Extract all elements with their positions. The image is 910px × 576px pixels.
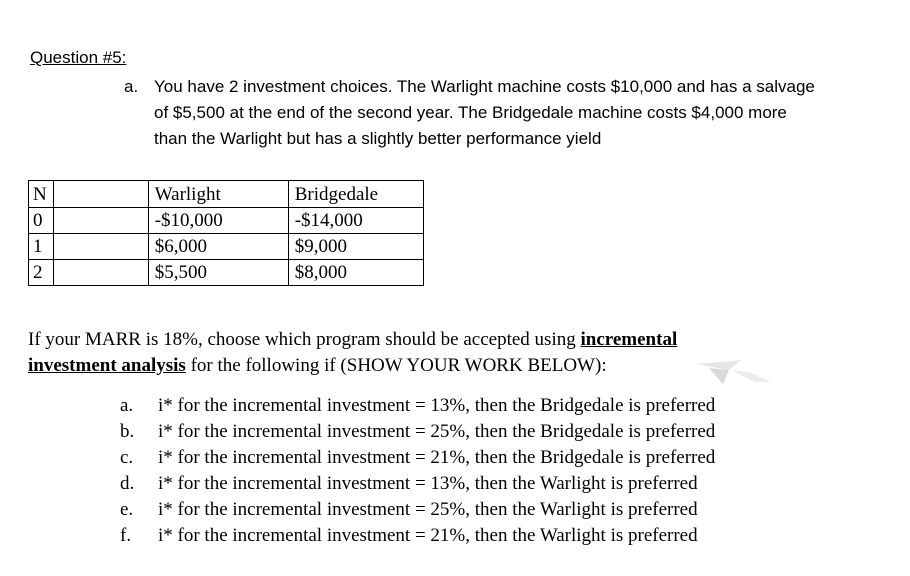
option-marker: f. [120,525,132,546]
blank-cell [53,260,148,286]
table-row [29,234,424,260]
list-item [120,471,715,497]
option-text: i* for the incremental investment = 21%, then the Bridgedale is preferred [158,447,716,468]
table-header-row [29,181,424,208]
option-marker: c. [120,447,134,468]
header-bridgedale: Bridgedale [288,181,423,208]
list-item [120,445,715,471]
prompt-marker: a. [124,77,139,96]
instruction-part2: for the following if (SHOW YOUR WORK BELOW): [185,355,607,376]
list-item [120,419,715,445]
instruction-emphasis: investment analysis [28,355,186,376]
cell-warlight: $6,000 [148,234,288,260]
cell-bridgedale: $9,000 [288,234,423,260]
cell-n: 1 [29,234,54,260]
cell-n: 0 [29,208,54,234]
option-text: i* for the incremental investment = 13%, then the Bridgedale is preferred [158,395,716,416]
cell-warlight: $5,500 [148,260,288,286]
question-heading: Question #5: [30,48,127,67]
cell-n: 2 [29,260,54,286]
instruction-emphasis: incremental [580,329,678,350]
blank-cell [53,181,148,208]
option-text: i* for the incremental investment = 25%, then the Bridgedale is preferred [158,421,716,442]
prompt-line: of $5,500 at the end of the second year. The Bridgedale machine costs $4,000 more [154,103,787,122]
blank-cell [53,208,148,234]
table-row [29,260,424,286]
question-prompt [124,74,824,152]
option-text: i* for the incremental investment = 21%, then the Warlight is preferred [158,525,698,546]
cursor-arrow-icon [693,358,783,386]
option-text: i* for the incremental investment = 25%, then the Warlight is preferred [158,499,698,520]
option-marker: d. [120,473,135,494]
prompt-line: You have 2 investment choices. The Warlight machine costs $10,000 and has a salvage [154,77,815,96]
option-marker: a. [120,395,134,416]
list-item [120,393,715,419]
prompt-line: than the Warlight but has a slightly better performance yield [154,129,602,148]
blank-cell [53,234,148,260]
answer-options [120,393,715,549]
list-item [120,523,715,549]
cash-flow-table [28,180,424,286]
table-row [29,208,424,234]
list-item [120,497,715,523]
cell-bridgedale: $8,000 [288,260,423,286]
option-text: i* for the incremental investment = 13%, then the Warlight is preferred [158,473,698,494]
instruction-text [28,327,788,379]
cell-warlight: -$10,000 [148,208,288,234]
header-n: N [29,181,54,208]
option-marker: b. [120,421,135,442]
option-marker: e. [120,499,134,520]
cell-bridgedale: -$14,000 [288,208,423,234]
instruction-part1: If your MARR is 18%, choose which program should be accepted using [28,329,581,350]
header-warlight: Warlight [148,181,288,208]
